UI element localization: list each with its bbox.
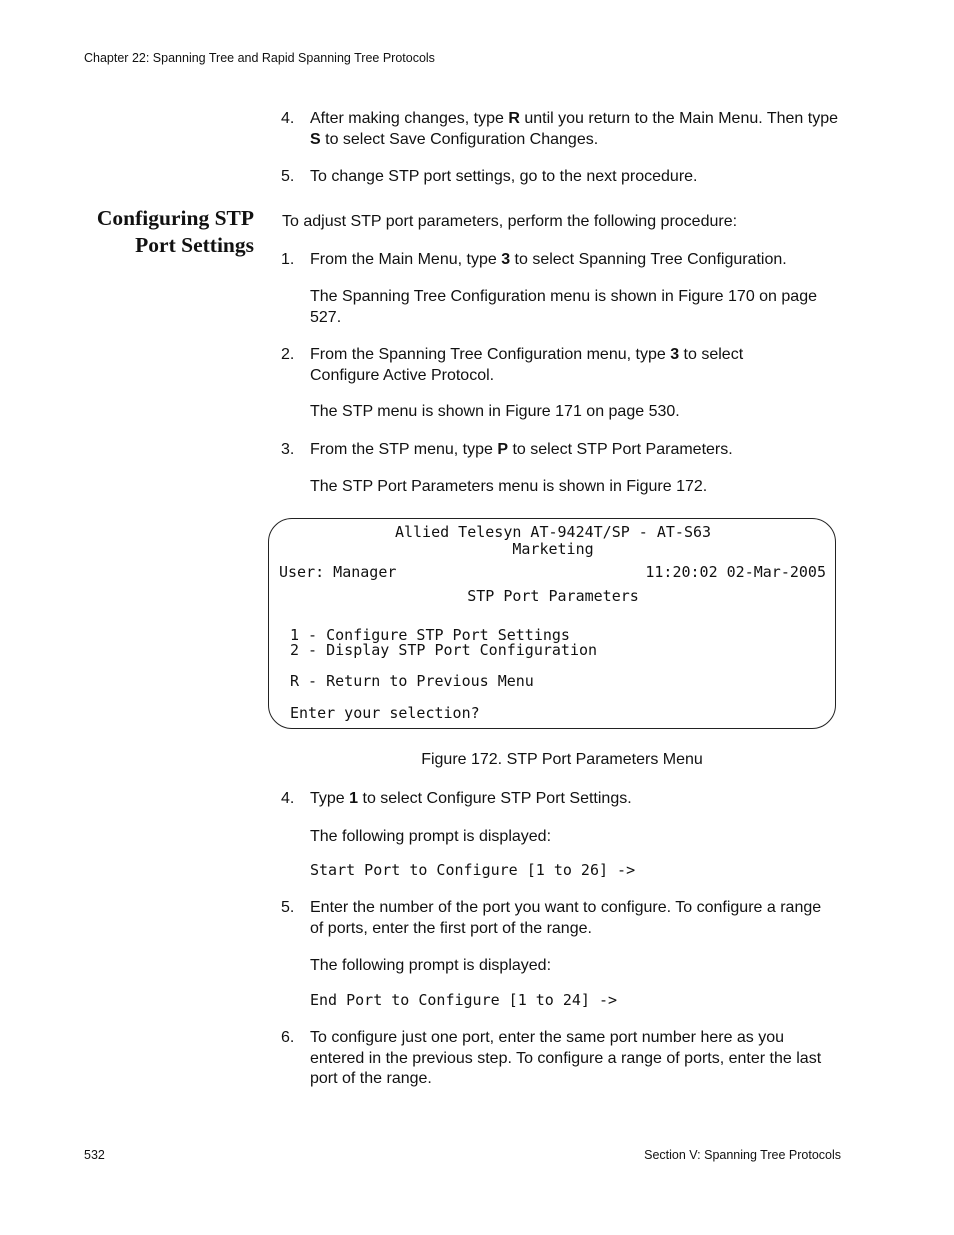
running-footer: Section V: Spanning Tree Protocols [644,1148,841,1162]
step-note: The following prompt is displayed: [310,957,552,974]
step-text: After making changes, type R until you return to the Main Menu. Then type S to select Save Configuration Changes. [310,110,838,148]
step-text: Type 1 to select Configure STP Port Settings. [310,790,632,807]
step-note: The following prompt is displayed: [310,828,552,845]
figure-caption: Figure 172. STP Port Parameters Menu [421,751,703,768]
running-header: Chapter 22: Spanning Tree and Rapid Spanning Tree Protocols [84,51,435,65]
step-text: From the Main Menu, type 3 to select Spanning Tree Configuration. [310,251,787,268]
terminal-menu-option: 1 - Configure STP Port Settings [290,626,570,644]
step-text: Enter the number of the port you want to configure. To configure a range of ports, enter the first port of the range. [310,899,822,937]
terminal-prompt: Enter your selection? [290,704,480,722]
step-number: 5. [281,899,295,916]
step-number: 6. [281,1029,295,1046]
terminal-return-option: R - Return to Previous Menu [290,672,534,690]
step-number: 4. [281,790,295,807]
step-text: To configure just one port, enter the same port number here as you entered in the previous step. To configure a range of ports, enter the last port of the range. [310,1029,822,1087]
step-text: To change STP port settings, go to the next procedure. [310,168,698,185]
code-prompt: Start Port to Configure [1 to 26] -> [310,861,636,879]
step-note: The STP menu is shown in Figure 171 on page 530. [310,403,680,420]
step-note: The Spanning Tree Configuration menu is shown in Figure 170 on page 527. [310,288,817,326]
step-text: From the Spanning Tree Configuration menu, type 3 to select Configure Active Protocol. [310,346,744,384]
step-number: 3. [281,441,295,458]
step-note: The STP Port Parameters menu is shown in Figure 172. [310,478,708,495]
terminal-title: Allied Telesyn AT-9424T/SP - AT-S63 [394,523,712,541]
terminal-menu-title: STP Port Parameters [467,587,639,605]
section-intro: To adjust STP port parameters, perform the following procedure: [282,213,738,230]
code-prompt: End Port to Configure [1 to 24] -> [310,991,618,1009]
terminal-subtitle: Marketing [512,540,594,558]
terminal-menu-option: 2 - Display STP Port Configuration [290,641,598,659]
step-number: 1. [281,251,295,268]
section-heading: Configuring STP Port Settings [96,206,254,257]
page-number: 532 [84,1148,105,1162]
terminal-screen-figure [268,518,836,729]
step-text: From the STP menu, type P to select STP Port Parameters. [310,441,733,458]
terminal-datetime: 11:20:02 02-Mar-2005 [645,563,826,581]
step-number: 5. [281,168,295,185]
step-number: 2. [281,346,295,363]
step-number: 4. [281,110,295,127]
terminal-user: User: Manager [279,563,397,581]
